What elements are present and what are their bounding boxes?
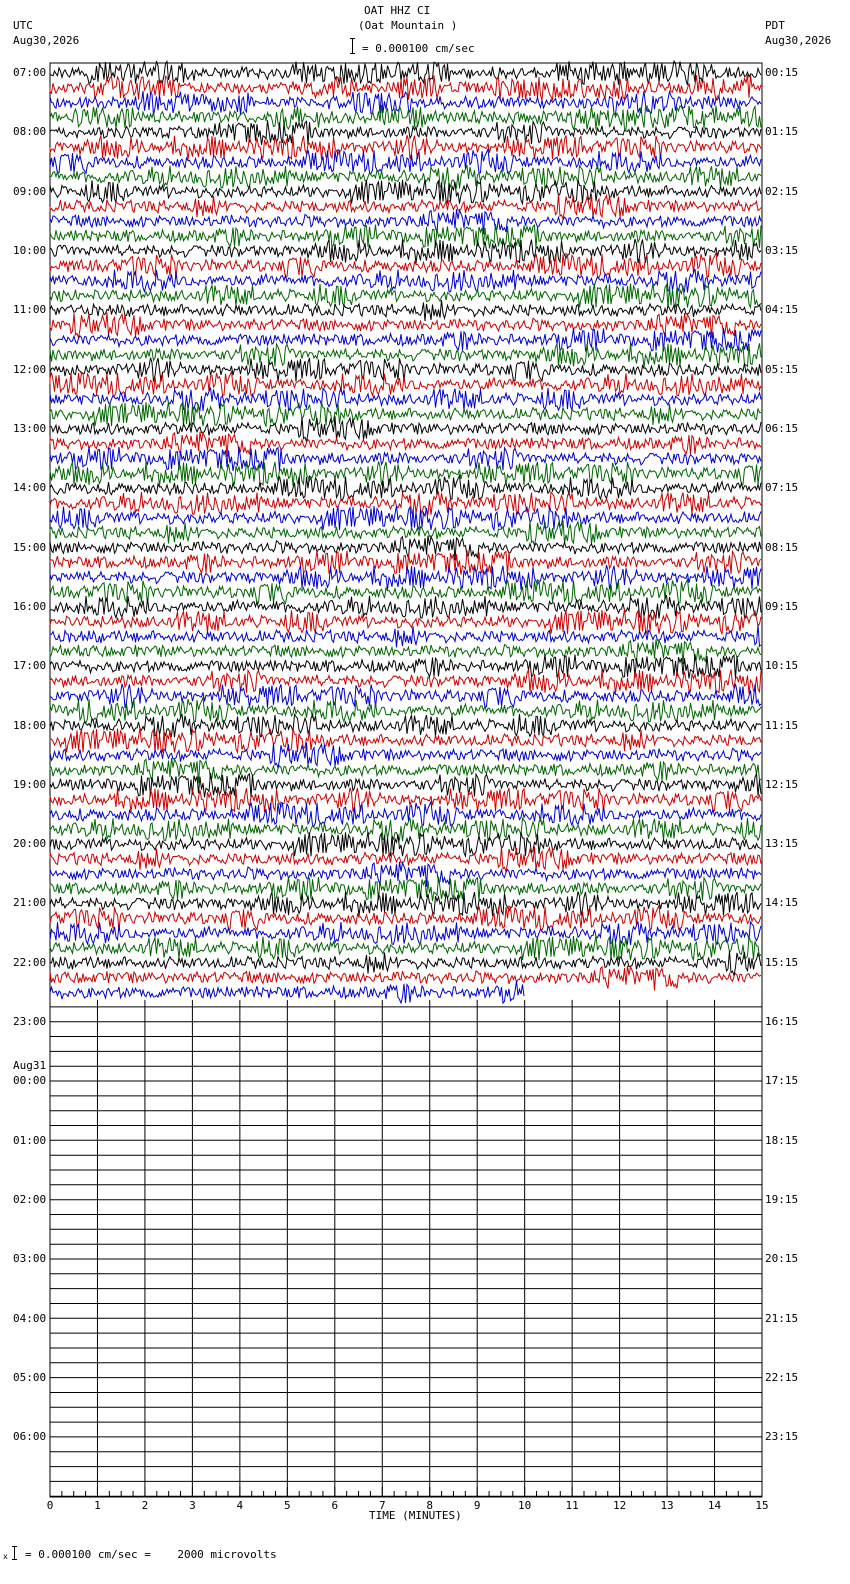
right-hour-label: 05:15 bbox=[765, 362, 799, 376]
trace-row-33 bbox=[50, 550, 761, 575]
left-hour-label: 11:00 bbox=[13, 303, 47, 317]
footer-scale-bar-icon bbox=[14, 1546, 15, 1560]
right-hour-label: 13:15 bbox=[765, 837, 799, 851]
left-hour-label: 01:00 bbox=[13, 1133, 47, 1147]
right-hour-label: 11:15 bbox=[765, 718, 799, 732]
trace-row-47 bbox=[50, 758, 761, 783]
right-hour-label: 12:15 bbox=[765, 777, 799, 791]
right-hour-label: 00:15 bbox=[765, 66, 799, 79]
trace-row-30 bbox=[50, 506, 761, 531]
right-hour-label: 06:15 bbox=[765, 421, 799, 435]
trace-row-8 bbox=[50, 179, 761, 203]
left-hour-label: 19:00 bbox=[13, 777, 47, 791]
right-hour-label: 09:15 bbox=[765, 599, 799, 613]
trace-row-16 bbox=[50, 300, 761, 321]
x-tick-label: 10 bbox=[518, 1499, 532, 1512]
x-tick-label: 9 bbox=[473, 1499, 481, 1512]
right-hour-label: 14:15 bbox=[765, 896, 799, 910]
x-axis-label: TIME (MINUTES) bbox=[369, 1509, 462, 1522]
x-tick-label: 2 bbox=[141, 1499, 149, 1512]
trace-row-58 bbox=[50, 922, 761, 945]
right-hour-label: 03:15 bbox=[765, 243, 799, 257]
x-tick-label: 6 bbox=[331, 1499, 339, 1512]
trace-row-54 bbox=[50, 862, 761, 887]
left-hour-label: 14:00 bbox=[13, 481, 47, 495]
trace-row-45 bbox=[50, 728, 761, 752]
left-hour-label: 21:00 bbox=[13, 896, 47, 910]
left-hour-label: 08:00 bbox=[13, 125, 47, 139]
trace-row-5 bbox=[50, 135, 761, 160]
x-tick-label: 0 bbox=[46, 1499, 54, 1512]
trace-row-15 bbox=[50, 283, 761, 307]
station-location: (Oat Mountain ) bbox=[358, 19, 458, 32]
right-hour-label: 10:15 bbox=[765, 659, 799, 673]
right-hour-label: 15:15 bbox=[765, 955, 799, 969]
left-hour-label: 10:00 bbox=[13, 243, 47, 257]
trace-row-4 bbox=[50, 120, 761, 145]
left-hour-label: 16:00 bbox=[13, 599, 47, 613]
x-tick-label: 4 bbox=[236, 1499, 244, 1512]
x-tick-label: 8 bbox=[426, 1499, 434, 1512]
right-timezone: PDT bbox=[765, 19, 785, 32]
trace-row-10 bbox=[50, 209, 761, 234]
footer-scale-cap-top bbox=[12, 1546, 17, 1547]
footer-prefix: x bbox=[3, 1552, 8, 1561]
right-hour-label: 17:15 bbox=[765, 1074, 799, 1088]
left-hour-label: 12:00 bbox=[13, 362, 47, 376]
left-hour-label: 20:00 bbox=[13, 837, 47, 851]
right-hour-label: 20:15 bbox=[765, 1252, 799, 1266]
trace-row-34 bbox=[50, 565, 761, 590]
left-hour-label: 22:00 bbox=[13, 955, 47, 969]
trace-row-20 bbox=[50, 358, 761, 382]
trace-row-14 bbox=[50, 269, 761, 292]
right-hour-label: 01:15 bbox=[765, 125, 799, 139]
scale-label: = 0.000100 cm/sec bbox=[362, 42, 475, 55]
right-hour-label: 04:15 bbox=[765, 303, 799, 317]
right-hour-label: 02:15 bbox=[765, 184, 799, 198]
right-hour-label: 07:15 bbox=[765, 481, 799, 495]
left-hour-label: 05:00 bbox=[13, 1371, 47, 1385]
trace-row-9 bbox=[50, 194, 761, 219]
trace-row-22 bbox=[50, 388, 761, 411]
left-hour-label: 17:00 bbox=[13, 659, 47, 673]
left-hour-label: 15:00 bbox=[13, 540, 47, 554]
right-hour-label: 22:15 bbox=[765, 1371, 799, 1385]
trace-row-57 bbox=[50, 906, 761, 931]
trace-row-0 bbox=[50, 61, 761, 85]
x-tick-label: 13 bbox=[660, 1499, 674, 1512]
left-hour-label: 13:00 bbox=[13, 421, 47, 435]
trace-row-48 bbox=[50, 773, 761, 798]
x-tick-label: 1 bbox=[94, 1499, 101, 1512]
x-tick-label: 11 bbox=[565, 1499, 579, 1512]
right-hour-label: 23:15 bbox=[765, 1430, 799, 1444]
trace-row-28 bbox=[50, 475, 761, 500]
right-hour-label: 21:15 bbox=[765, 1311, 799, 1325]
left-date-change-label: Aug31 bbox=[13, 1059, 47, 1073]
scale-bar-cap-bottom bbox=[350, 53, 355, 54]
left-hour-label: 04:00 bbox=[13, 1311, 47, 1325]
footer-scale-cap-bottom bbox=[12, 1559, 17, 1560]
trace-row-53 bbox=[50, 846, 761, 871]
x-tick-label: 15 bbox=[755, 1499, 769, 1512]
x-tick-label: 3 bbox=[189, 1499, 196, 1512]
left-hour-label: 03:00 bbox=[13, 1252, 47, 1266]
trace-row-61 bbox=[50, 966, 761, 991]
left-hour-label: 02:00 bbox=[13, 1193, 47, 1207]
footer-scale-label: = 0.000100 cm/sec = 2000 microvolts bbox=[25, 1548, 277, 1561]
trace-row-29 bbox=[50, 491, 761, 514]
x-tick-label: 14 bbox=[707, 1499, 722, 1512]
scale-bar-icon bbox=[352, 38, 353, 54]
x-tick-label: 12 bbox=[612, 1499, 627, 1512]
trace-row-39 bbox=[50, 639, 761, 664]
right-hour-label: 18:15 bbox=[765, 1133, 799, 1147]
left-hour-label: 18:00 bbox=[13, 718, 47, 732]
trace-row-38 bbox=[50, 625, 761, 648]
x-tick-label: 5 bbox=[284, 1499, 291, 1512]
right-hour-label: 19:15 bbox=[765, 1193, 799, 1207]
station-title: OAT HHZ CI bbox=[364, 4, 431, 17]
trace-row-60 bbox=[50, 951, 761, 975]
right-hour-label: 16:15 bbox=[765, 1015, 799, 1029]
left-hour-label: 09:00 bbox=[13, 184, 47, 198]
left-hour-label: 00:00 bbox=[13, 1074, 47, 1088]
left-date: Aug30,2026 bbox=[13, 34, 80, 47]
left-timezone: UTC bbox=[13, 19, 33, 32]
right-hour-label: 08:15 bbox=[765, 540, 799, 554]
scale-bar-cap-top bbox=[350, 38, 355, 39]
x-tick-label: 7 bbox=[378, 1499, 386, 1512]
trace-row-62 bbox=[50, 981, 524, 1003]
left-hour-label: 23:00 bbox=[13, 1015, 47, 1029]
left-hour-label: 06:00 bbox=[13, 1430, 47, 1444]
trace-row-2 bbox=[50, 91, 761, 115]
right-date: Aug30,2026 bbox=[765, 34, 832, 47]
left-hour-label: 07:00 bbox=[13, 66, 47, 79]
trace-row-55 bbox=[50, 877, 761, 902]
trace-row-27 bbox=[50, 461, 761, 486]
